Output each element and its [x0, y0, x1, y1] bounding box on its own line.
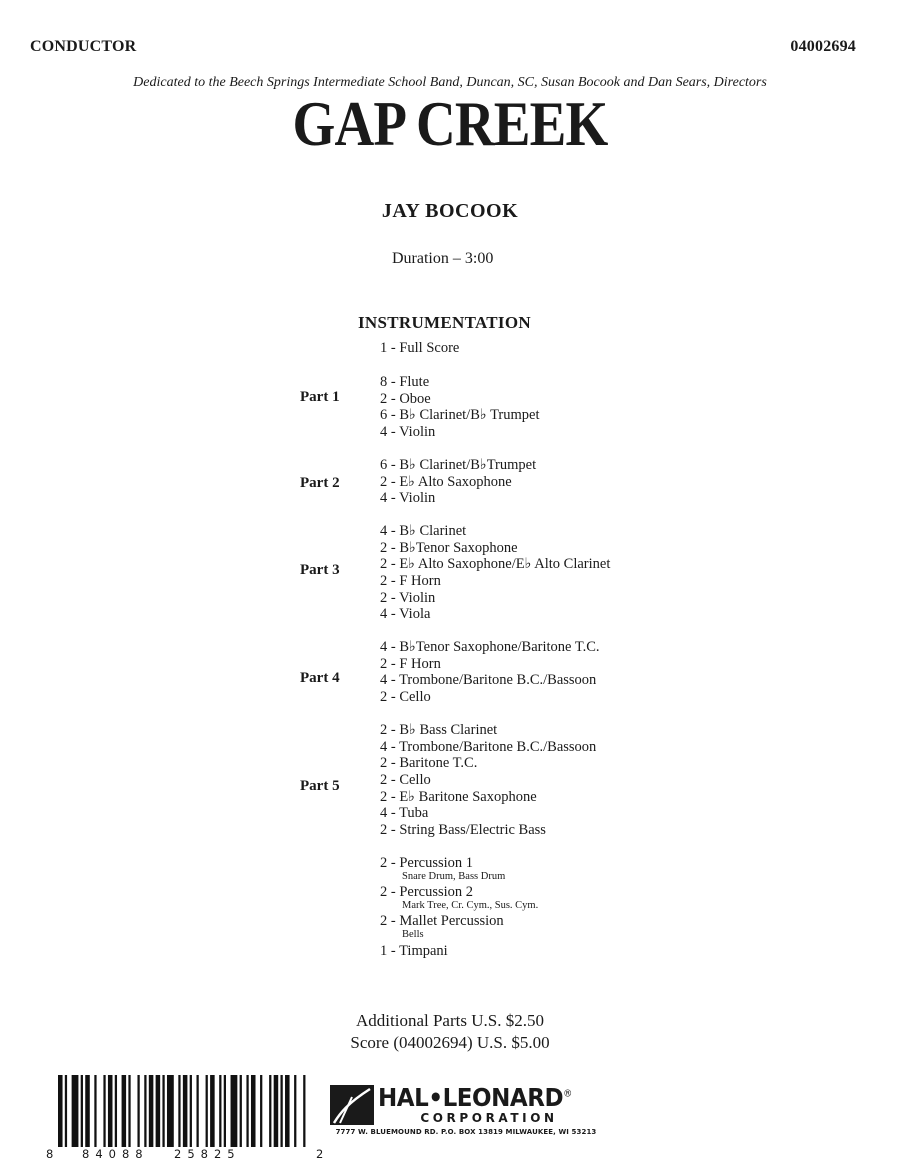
- barcode-bar: [274, 1075, 279, 1147]
- barcode-bar: [285, 1075, 290, 1147]
- barcode-bar: [58, 1075, 63, 1147]
- barcode-bar: [269, 1075, 271, 1147]
- barcode-bar: [196, 1075, 198, 1147]
- barcode: [58, 1075, 310, 1147]
- instrumentation-heading: INSTRUMENTATION: [358, 313, 531, 332]
- additional-parts-price: Additional Parts U.S. $2.50: [356, 1011, 544, 1030]
- part-4-label: Part 4: [300, 670, 340, 686]
- full-score-item: 1 - Full Score: [380, 340, 460, 356]
- barcode-bar: [178, 1075, 180, 1147]
- list-item: 2 - Cello: [380, 689, 431, 706]
- part-5-list: [380, 722, 596, 839]
- barcode-bar: [162, 1075, 164, 1147]
- barcode-bar: [280, 1075, 282, 1147]
- barcode-bar: [190, 1075, 192, 1147]
- duration: Duration – 3:00: [392, 250, 494, 267]
- barcode-bar: [149, 1075, 154, 1147]
- list-item-detail: Snare Drum, Bass Drum: [402, 870, 506, 882]
- barcode-bar: [251, 1075, 256, 1147]
- barcode-bar: [210, 1075, 215, 1147]
- list-item: 2 - E♭ Baritone Saxophone: [380, 788, 537, 805]
- composer: JAY BOCOOK: [381, 200, 519, 222]
- publisher-corporation: CORPORATION: [420, 1111, 558, 1125]
- list-item-detail: Bells: [402, 929, 424, 941]
- list-item: 4 - Violin: [380, 424, 436, 441]
- barcode-bar: [85, 1075, 90, 1147]
- list-item: 2 - B♭Tenor Saxophone: [380, 539, 518, 556]
- list-item: 4 - Violin: [380, 490, 436, 507]
- barcode-group-2: 25825: [174, 1147, 241, 1161]
- list-item: 2 - F Horn: [380, 573, 441, 590]
- dedication: Dedicated to the Beech Springs Intermediate School Band, Duncan, SC, Susan Bocook and Dan Sears, Directors: [133, 75, 767, 90]
- list-item: 2 - Cello: [380, 772, 431, 789]
- part-3-list: [380, 523, 610, 623]
- list-item: 2 - Baritone T.C.: [380, 755, 478, 772]
- list-item: 2 - Percussion 1: [380, 855, 474, 871]
- list-item: 6 - B♭ Clarinet/B♭Trumpet: [380, 457, 537, 473]
- list-item: 2 - E♭ Alto Saxophone/E♭ Alto Clarinet: [380, 556, 611, 573]
- barcode-bar: [294, 1075, 296, 1147]
- part-1-list: [380, 374, 540, 441]
- barcode-bar: [122, 1075, 127, 1147]
- barcode-digit-last: 2: [316, 1147, 324, 1161]
- barcode-bar: [224, 1075, 226, 1147]
- barcode-bar: [246, 1075, 248, 1147]
- part-2-list: [380, 457, 536, 507]
- list-item: 2 - Violin: [380, 589, 436, 606]
- barcode-bar: [65, 1075, 67, 1147]
- part-1-label: Part 1: [300, 389, 340, 405]
- barcode-bar: [94, 1075, 96, 1147]
- list-item: 6 - B♭ Clarinet/B♭ Trumpet: [380, 407, 540, 424]
- list-item: 4 - Trombone/Baritone B.C./Bassoon: [380, 672, 597, 689]
- publisher-name: HAL•LEONARD®: [378, 1083, 572, 1112]
- list-item: 2 - Percussion 2: [380, 884, 474, 901]
- publisher-address: 7777 W. BLUEMOUND RD. P.O. BOX 13819 MILWAUKEE, WI 53213: [335, 1128, 597, 1136]
- list-item: 4 - Trombone/Baritone B.C./Bassoon: [380, 738, 597, 755]
- prices: [0, 1010, 900, 1054]
- barcode-digit-first: 8: [46, 1147, 54, 1161]
- part-label-conductor: CONDUCTOR: [30, 38, 137, 55]
- barcode-bar: [183, 1075, 188, 1147]
- score-price: Score (04002694) U.S. $5.00: [350, 1033, 550, 1052]
- barcode-bar: [303, 1075, 305, 1147]
- list-item: 4 - B♭ Clarinet: [380, 523, 467, 539]
- list-item: 4 - Viola: [380, 606, 431, 623]
- barcode-bar: [260, 1075, 262, 1147]
- list-item: 2 - Oboe: [380, 390, 431, 407]
- list-item: 2 - E♭ Alto Saxophone: [380, 473, 512, 490]
- percussion-list: [380, 855, 538, 959]
- barcode-bar: [231, 1075, 238, 1147]
- list-item: 2 - B♭ Bass Clarinet: [380, 722, 498, 738]
- part-2-label: Part 2: [300, 475, 340, 491]
- barcode-bar: [156, 1075, 161, 1147]
- barcode-bar: [72, 1075, 79, 1147]
- barcode-bar: [115, 1075, 117, 1147]
- barcode-bar: [167, 1075, 174, 1147]
- list-item-detail: Mark Tree, Cr. Cym., Sus. Cym.: [402, 899, 539, 911]
- barcode-bar: [240, 1075, 242, 1147]
- page-title: GAP CREEK: [292, 88, 608, 159]
- catalog-number: 04002694: [790, 38, 856, 55]
- barcode-bar: [103, 1075, 105, 1147]
- barcode-group-1: 84088: [82, 1147, 149, 1161]
- list-item: 2 - F Horn: [380, 655, 441, 672]
- list-item: 2 - Mallet Percussion: [380, 913, 504, 930]
- list-item: 4 - Tuba: [380, 805, 429, 822]
- list-item: 4 - B♭Tenor Saxophone/Baritone T.C.: [380, 639, 600, 655]
- part-3-label: Part 3: [300, 562, 340, 578]
- publisher-mark-icon: [330, 1085, 374, 1125]
- barcode-bar: [137, 1075, 139, 1147]
- barcode-bar: [81, 1075, 83, 1147]
- part-5-label: Part 5: [300, 778, 340, 794]
- publisher-logo: [330, 1085, 602, 1125]
- list-item: 8 - Flute: [380, 374, 430, 390]
- part-4-list: [380, 639, 600, 706]
- barcode-bar: [206, 1075, 208, 1147]
- barcode-bar: [144, 1075, 146, 1147]
- barcode-bar: [219, 1075, 221, 1147]
- barcode-bar: [108, 1075, 113, 1147]
- list-item: 2 - String Bass/Electric Bass: [380, 822, 546, 839]
- barcode-bar: [128, 1075, 130, 1147]
- list-item: 1 - Timpani: [380, 942, 448, 959]
